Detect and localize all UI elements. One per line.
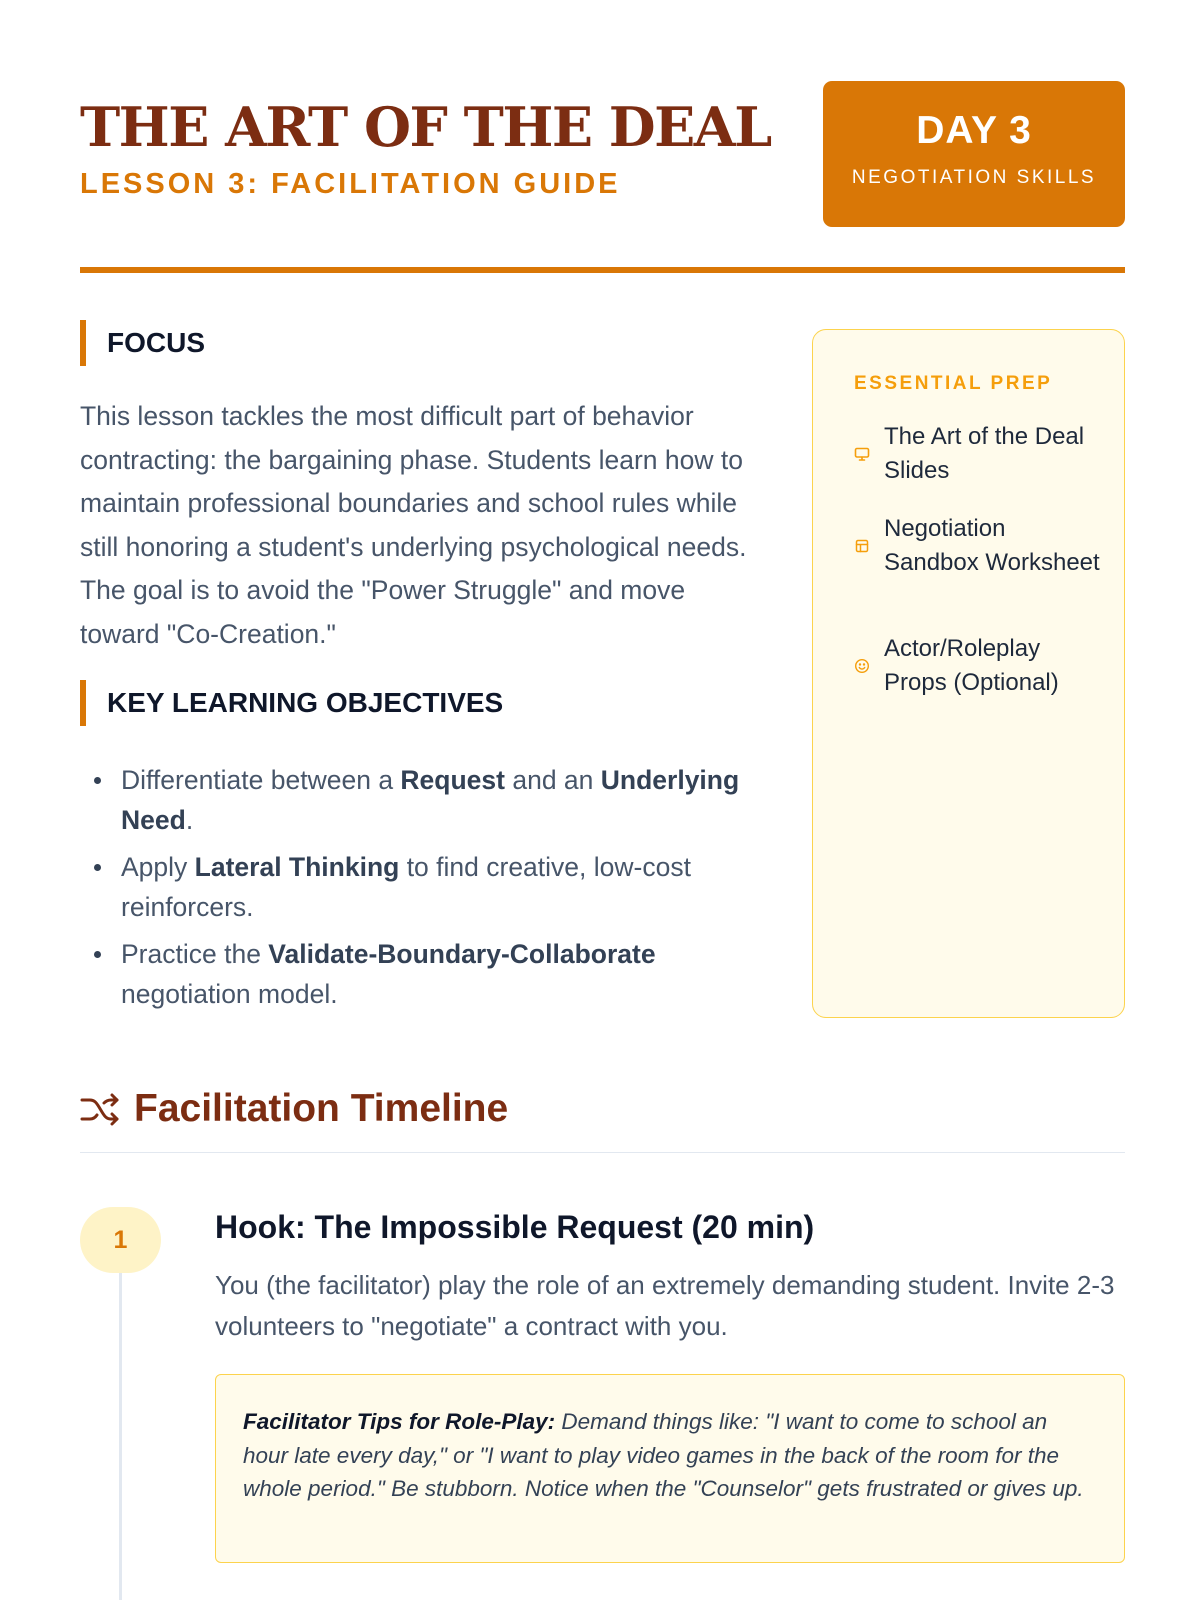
objectives-heading: KEY LEARNING OBJECTIVES <box>80 680 503 726</box>
prep-item-slides <box>854 420 1104 488</box>
presentation-icon <box>854 446 870 462</box>
prep-item-props <box>854 632 1104 700</box>
prep-item-label: The Art of the Deal Slides <box>884 423 1085 484</box>
page-title: THE ART OF THE DEAL <box>80 95 771 159</box>
prep-title: ESSENTIAL PREP <box>854 373 1053 394</box>
prep-item-worksheet <box>854 512 1104 580</box>
worksheet-icon <box>854 538 870 554</box>
timeline-title: Facilitation Timeline <box>134 1087 509 1130</box>
header-divider <box>80 267 1125 273</box>
shuffle-icon <box>80 1092 120 1126</box>
objective-item: Apply Lateral Thinking to find creative, low-cost reinforcers. <box>80 847 760 927</box>
tip-text: Demand things like: "I want to come to school an hour late every day," or "I want to play video games in the back of the room for the whole period." Be stubborn. Notice when the "Counselor" gets frustrated or gives up. <box>243 1409 1084 1501</box>
step-description: You (the facilitator) play the role of an extremely demanding student. Invite 2-3 volunteers to "negotiate" a contract with you. <box>215 1270 1115 1341</box>
smile-icon <box>854 658 870 674</box>
focus-text: This lesson tackles the most difficult part of behavior contracting: the bargaining phase. Students learn how to maintain professional boundaries and school rules while still honoring a student's underlying psychological needs. The goal is to avoid the "Power Struggle" and move toward "Co-Creation." <box>80 401 747 649</box>
tip-label: Facilitator Tips for Role-Play: <box>243 1409 556 1434</box>
step-number: 1 <box>80 1207 161 1273</box>
day-topic: NEGOTIATION SKILLS <box>851 167 1097 188</box>
objectives-list <box>80 760 760 1021</box>
timeline-connector <box>119 1236 122 1600</box>
timeline-header <box>80 1087 508 1131</box>
day-badge <box>823 81 1125 227</box>
day-number: DAY 3 <box>916 109 1032 152</box>
objective-item: Practice the Validate-Boundary-Collaborate negotiation model. <box>80 934 760 1014</box>
page-subtitle: LESSON 3: FACILITATION GUIDE <box>80 168 621 200</box>
objective-item: Differentiate between a Request and an Underlying Need. <box>80 760 760 840</box>
facilitator-tip-box <box>215 1374 1125 1563</box>
prep-item-label: Negotiation Sandbox Worksheet <box>884 515 1100 576</box>
prep-item-label: Actor/Roleplay Props (Optional) <box>884 635 1059 696</box>
step-title: Hook: The Impossible Request (20 min) <box>215 1209 815 1245</box>
focus-heading: FOCUS <box>80 320 205 366</box>
timeline-divider <box>80 1152 1125 1153</box>
essential-prep-card <box>812 329 1125 1018</box>
